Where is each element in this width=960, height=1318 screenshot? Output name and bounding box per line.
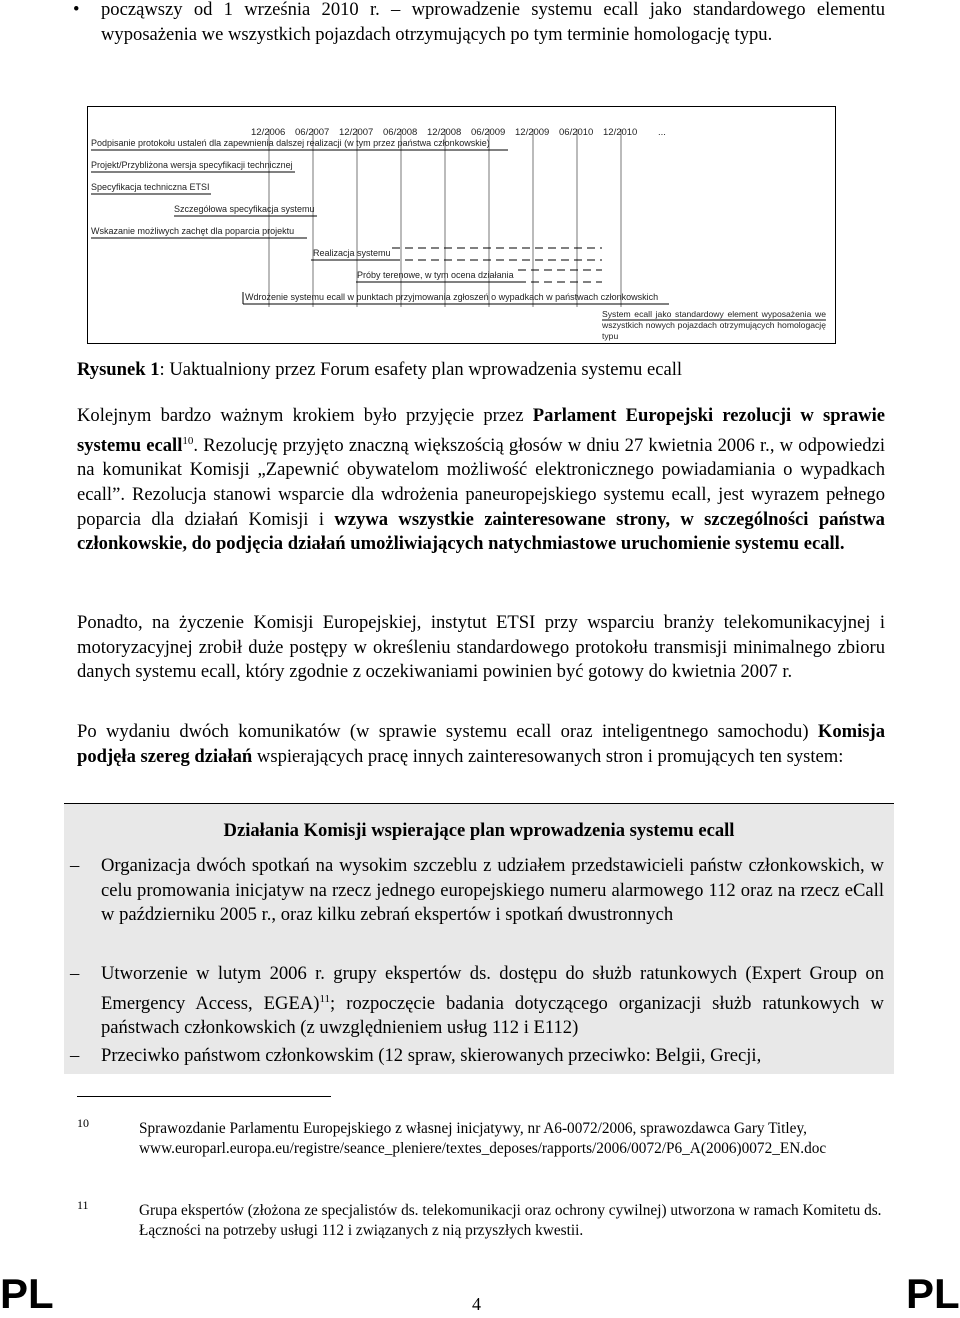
figure-caption [77, 359, 682, 381]
action-item2-text-a: Utworzenie w lutym 2006 r. grupy ekspertów ds. dostępu do służb ratunkowych (Expert Group on Emergency Access, EGEA) [101, 963, 884, 1014]
para3-bold: Komisja podjęła szereg działań [77, 721, 885, 767]
final-task-label: System ecall jako standardowy element wyposażenia we wszystkich nowych pojazdach otrzymujących homologację typu [602, 309, 826, 341]
tick-label: 12/2007 [339, 127, 374, 138]
tick-label: 06/2008 [383, 127, 418, 138]
intro-bullet-text: począwszy od 1 września 2010 r. – wprowadzenie systemu ecall jako standardowego elementu wyposażenia we wszystkich pojazdach otrzymujących po tym terminie homologację typu. [101, 0, 885, 45]
para3-text2: wspierających pracę innych zainteresowanych stron i promujących ten system: [252, 745, 844, 767]
task-label: Realizacja systemu [313, 248, 391, 258]
footnote-10 [139, 1119, 885, 1160]
para1-text3: , w odpowiedzi na komunikat Komisji „Zapewnić obywatelom możliwość elektronicznego powiadamiania o wypadkach ecall”. Rezolucja stanowi wsparcie dla wdrożenia paneuropejskiego systemu ecall, jest wyrazem pełnego poparcia dla działań Komisji i [77, 434, 886, 530]
task-label: Projekt/Przybliżona wersja specyfikacji technicznej [91, 160, 293, 170]
task-label: Specyfikacja techniczna ETSI [91, 182, 210, 192]
footnote-rule [77, 1096, 331, 1097]
footnote-11: Grupa ekspertów (złożona ze specjalistów ds. telekomunikacji oraz ochrony cywilnej) utworzona w ramach Komitetu ds. Łączności na potrzeby usługi 112 i związanych z nią przyszłych kwestii. [139, 1202, 882, 1240]
footnote-ref-10: 10 [182, 434, 194, 447]
tick-label: 12/2008 [427, 127, 462, 138]
tick-label: 12/2009 [515, 127, 550, 138]
dash-icon: – [70, 855, 80, 876]
paragraph-etsi: Ponadto, na życzenie Komisji Europejskiej, instytut ETSI przy wsparciu branży telekomunikacyjnej i motoryzacyjnej zrobił duże postępy w określeniu standardowego protokołu transmisji minimalnego zbioru danych systemu ecall, który zgodnie z oczekiwaniami powinien być gotowy do kwietnia 2007 r. [77, 612, 885, 683]
page-number: 4 [472, 1294, 481, 1314]
footnote-ref-11: 11 [319, 992, 331, 1005]
language-code-left: PL [0, 1270, 54, 1317]
task-label: Wskazanie możliwych zachęt dla poparcia projektu [91, 226, 295, 236]
tick-label: 12/2010 [603, 127, 638, 138]
paragraph-resolution [77, 404, 885, 557]
tick-label: 06/2010 [559, 127, 594, 138]
action-item-text [101, 962, 884, 1041]
footnote-10-link: www.europarl.europa.eu/registre/seance_pleniere/textes_deposes/rapports/2006/0072/P6_A(2006)0072_EN.doc [139, 1140, 827, 1158]
para1-text2: . Rezolucję przyjęto znaczną większością głosów w dniu 27 kwietnia 2006 r. [193, 434, 770, 456]
footnote-10-line1: Sprawozdanie Parlamentu Europejskiego z własnej inicjatywy, nr A6-0072/2006, sprawozdawca Gary Titley, [139, 1120, 807, 1137]
tick-label: ... [658, 127, 666, 138]
task-label: Próby terenowe, w tym ocena działania [357, 270, 514, 280]
para1-bold2: wzywa wszystkie zainteresowane strony, w szczególności państwa członkowskie, do podjęcia działań umożliwiających natychmiastowe uruchomienie systemu ecall. [77, 508, 885, 555]
caption-text: : Uaktualniony przez Forum esafety plan wprowadzenia systemu ecall [159, 359, 683, 380]
footnote-number: 11 [77, 1198, 89, 1212]
paragraph-commission [77, 720, 885, 769]
task-label: Szczegółowa specyfikacja systemu [174, 204, 315, 214]
tick-label: 06/2009 [471, 127, 506, 138]
dash-icon: – [70, 963, 80, 984]
action-item-text: Organizacja dwóch spotkań na wysokim szczeblu z udziałem przedstawicieli państw członkowskich, w celu promowania inicjatyw na rzecz jednego europejskiego numeru alarmowego 112 oraz na rzecz eCall w październiku 2005 r., oraz kilku zebrań ekspertów i spotkań dwustronnych [101, 855, 884, 926]
dash-icon: – [70, 1045, 80, 1066]
language-code-right: PL [906, 1270, 960, 1317]
caption-label: Rysunek 1 [77, 359, 160, 380]
task-label: Wdrożenie systemu ecall w punktach przyjmowania zgłoszeń o wypadkach w państwach członkowskich [245, 292, 659, 302]
para1-text1: Kolejnym bardzo ważnym krokiem było przyjęcie przez [77, 405, 533, 426]
bullet-icon: • [73, 0, 80, 20]
task-label: Podpisanie protokołu ustaleń dla zapewnienia dalszej realizacji (w tym przez państwa członkowskie) [91, 138, 490, 148]
para3-text1: Po wydaniu dwóch komunikatów (w sprawie systemu ecall oraz inteligentnego samochodu) [77, 721, 818, 742]
action-item-text: Przeciwko państwom członkowskim (12 spraw, skierowanych przeciwko: Belgii, Grecji, [101, 1045, 762, 1066]
footnote-number: 10 [77, 1116, 89, 1130]
action-item2-text-b: ; rozpoczęcie badania dotyczącego organizacji służb ratunkowych w państwach członkowskich (z uwzględnieniem usług 112 i E112) [101, 992, 884, 1039]
tick-label: 12/2006 [251, 127, 286, 138]
para1-bold1: Parlament Europejski rezolucji w sprawie systemu ecall [77, 405, 885, 456]
actions-box-title: Działania Komisji wspierające plan wprowadzenia systemu ecall [223, 820, 735, 841]
timeline-figure [87, 106, 836, 344]
actions-box [64, 803, 894, 1074]
tick-label: 06/2007 [295, 127, 330, 138]
